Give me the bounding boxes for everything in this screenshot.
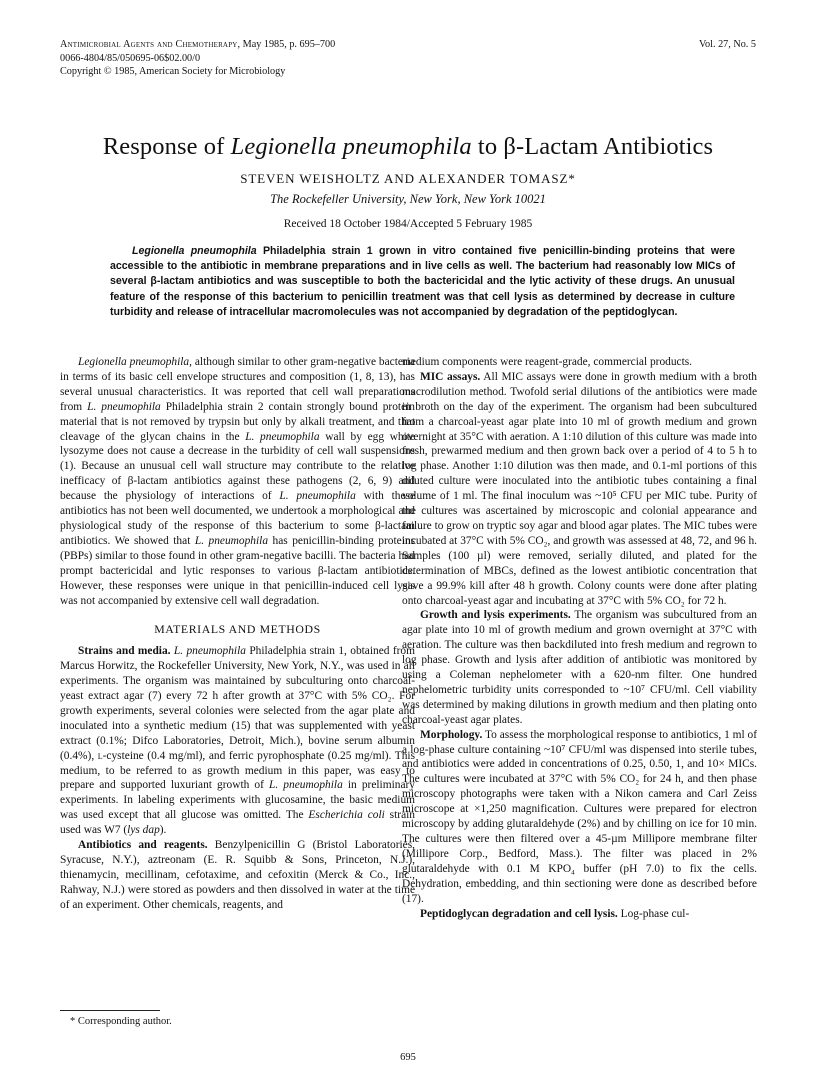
strains-text-b: -cysteine (0.4 mg/ml), and ferric pyrophosphate (0.25 mg/ml). This medium, to be referred to as growth medium in this paper, was easy to prepare and supported luxuriant growth of <box>60 749 415 792</box>
run-in-heading: Morphology. <box>420 728 483 741</box>
antibiotics-text: Benzylpenicillin G (Bristol Laboratories, Syracuse, N.Y.), aztreonam (E. R. Squibb & Sons, Princeton, N.J.), thienamycin, mecillinam, cefotaxime, and cefoxitin (Merck & Co., Inc., Rahway, N.J.) were stored as powders and then dissolved in water at the time of an experiment. Other chemicals, reagents, and <box>60 839 416 911</box>
intro-organism-abbrev: L. pneumophila <box>245 430 320 443</box>
continued-paragraph: medium components were reagent-grade, commercial products. <box>402 356 693 368</box>
abstract-organism: Legionella pneumophila <box>132 245 257 257</box>
title-part-2: to β-Lactam Antibiotics <box>471 133 714 160</box>
intro-organism-abbrev: L. pneumophila <box>194 534 269 547</box>
run-in-heading: Strains and media. <box>78 645 171 658</box>
authors: STEVEN WEISHOLTZ AND ALEXANDER TOMASZ* <box>240 171 576 186</box>
run-in-heading: Peptidoglycan degradation and cell lysis. <box>420 907 618 920</box>
copyright-line: Copyright © 1985, American Society for Microbiology <box>60 66 286 77</box>
footnote-rule <box>60 1010 160 1011</box>
antibiotics-paragraph <box>60 838 415 913</box>
strains-text-c: in preliminary experiments. In labeling experiments with glucosamine, the basic medium was used except that all glucose was omitted. The <box>60 779 415 822</box>
abstract <box>110 244 735 320</box>
strains-text-e: ). <box>159 824 167 837</box>
strains-text-a: Philadelphia strain 1, obtained from Marcus Horwitz, the Rockefeller University, New York, N.Y., was used in all experiments. The organism was maintained by subculturing onto charcoal-yeast extract agar (7) every 72 h after growth at 37°C with 5% CO₂. For growth experiments, several colonies were selected from the agar plate and inoculated into a synthetic medium (15) that was supplemented with yeast extract (0.1%; Difco Laboratories, Detroit, Mich.), bovine serum albumin (0.4%), <box>60 645 415 762</box>
mic-paragraph <box>402 370 757 609</box>
strains-paragraph <box>60 644 415 838</box>
genotype: lys dap <box>127 824 160 837</box>
intro-organism: Legionella pneumophila <box>78 356 190 368</box>
intro-text-e: has penicillin-binding proteins (PBPs) similar to those found in other gram-negative bacilli. The bacteria had prompt bactericidal and lytic responses to various β-lactam antibiotics. However, these responses were unique in that penicillin-induced cell lysis was not accompanied by extensive cell wall degradation. <box>60 534 415 607</box>
article-title <box>0 133 816 161</box>
intro-text-c: wall by egg white lysozyme does not cause a decrease in the turbidity of cell wall suspensions (1). Because an unusual cell wall structure may contribute to the relative inefficacy of β-lactam antibiotics against these pathogens (2, 6, 9) and because the physiology of interactions of <box>60 430 415 503</box>
strains-text-d: strain used was W7 ( <box>60 809 415 837</box>
intro-organism-abbrev: L. pneumophila <box>279 490 356 503</box>
strains-organism: L. pneumophila <box>173 645 246 658</box>
issue-info: , May 1985, p. 695–700 <box>237 39 336 50</box>
growth-text: The organism was subcultured from an agar plate into 10 ml of growth medium and grown overnight at 37°C with aeration. The culture was then backdiluted into fresh medium and regrown to log phase. Growth and lysis after addition of antibiotic was monitored by using a Coleman nephelometer with a 620-nm filter. One hundred nephelometric turbidity units corresponded to ~10⁷ CFU/ml. Cell viability was determined by making dilutions in growth medium and then plating onto charcoal-yeast agar plates. <box>402 609 758 726</box>
journal-header <box>60 38 335 79</box>
received-dates: Received 18 October 1984/Accepted 5 February 1985 <box>283 218 533 230</box>
growth-paragraph <box>402 608 757 727</box>
section-heading: MATERIALS AND METHODS <box>154 622 321 637</box>
intro-paragraph <box>60 355 415 608</box>
ecoli-name: Escherichia coli <box>308 809 385 822</box>
title-part-1: Response of <box>102 133 231 160</box>
run-in-heading: MIC assays. <box>420 370 481 383</box>
intro-text-d: with these antibiotics has not been well documented, we undertook a morphological and physiological study of the response of this bacterium to some β-lactam antibiotics. We showed that <box>60 490 415 547</box>
left-column <box>60 355 415 913</box>
journal-name: Antimicrobial Agents and Chemotherapy <box>60 39 238 50</box>
run-in-heading: Growth and lysis experiments. <box>420 609 571 622</box>
peptidoglycan-paragraph <box>402 907 757 922</box>
intro-text-b: Philadelphia strain 2 contain strongly bound protein material that is not removed by trypsin but only by alkali treatment, and that cleavage of the glycan chains in the <box>60 400 415 443</box>
title-organism: Legionella pneumophila <box>230 133 472 160</box>
page-number: 695 <box>400 1052 416 1063</box>
l-prefix: l <box>97 749 103 762</box>
abstract-text: Philadelphia strain 1 grown in vitro contained five penicillin-binding proteins that were accessible to the antibiotic in membrane preparations and in live cells as well. The bacterium had reasonably low MICs of several β-lactam antibiotics and was susceptible to both the bactericidal and the lytic activity of these drugs. An unusual feature of the response of this bacterium to penicillin treatment was that cell lysis as determined by decrease in culture turbidity and release of intracellular macromolecules was not accompanied by degradation of the peptidoglycan. <box>110 245 735 318</box>
article-code: 0066-4804/85/050695-06$02.00/0 <box>60 52 201 64</box>
affiliation: The Rockefeller University, New York, New York 10021 <box>270 192 546 206</box>
intro-organism-abbrev: L. pneumophila <box>87 400 161 413</box>
strains-organism: L. pneumophila <box>269 779 343 792</box>
intro-text-a: , although similar to other gram-negative bacteria in terms of its basic cell envelope structures and composition (1, 8, 13), has several unusual characteristics. It was reported that cell wall preparations from <box>60 356 415 413</box>
run-in-heading: Antibiotics and reagents. <box>78 839 208 852</box>
morphology-paragraph <box>402 728 757 907</box>
morphology-text: To assess the morphological response to antibiotics, 1 ml of a log-phase culture containing ~10⁷ CFU/ml was dispensed into sterile tubes, and antibiotics were added in concentrations of 0.25, 0.50, 1, and 10× MICs. The cultures were incubated at 37°C with 5% CO₂ for 24 h, and then phase microscopy photographs were taken with a Nikon camera and Carl Zeiss microscope at ×1,250 magnification. Cultures were prepared for electron microscopy by adding glutaraldehyde (2%) and by chilling on ice for 10 min. The cultures were then filtered over a 45-µm Millipore membrane filter (Millipore Corp., Bedford, Mass.). The filter was placed in 2% glutaraldehyde with 0.1 M KPO₄ buffer (pH 7.0) to fix the cells. Dehydration, embedding, and thin sectioning were done as described before (17). <box>402 728 757 905</box>
journal-citation <box>60 38 335 52</box>
footnote: * Corresponding author. <box>70 1016 172 1027</box>
peptidoglycan-text: Log-phase cul- <box>617 907 690 920</box>
right-column <box>402 355 757 921</box>
mic-text: All MIC assays were done in growth medium with a broth macrodilution method. Twofold serial dilutions of the antibiotics were made in broth on the day of the experiment. The organism had been subcultured from a charcoal-yeast agar plate into 10 ml of growth medium and grown overnight at 35°C with aeration. A 1:10 dilution of this culture was made into fresh, prewarmed medium and then grown back over a period of 4 to 5 h to log phase. Another 1:10 dilution was then made, and 0.1-ml portions of this diluted culture were inoculated into the antibiotic tubes containing a final volume of 1 ml. The final inoculum was ~10⁵ CFU per MIC tube. Purity of the cultures was ascertained by microscopic and colonial appearance and failure to grow on tryptic soy agar and blood agar plates. The MIC tubes were incubated at 37°C with 5% CO₂, and growth was assessed at 48, 72, and 96 h. Samples (100 µl) were removed, serially diluted, and plated for the determination of MBCs, defined as the lowest antibiotic concentration that gave a 99.9% kill after 48 h growth. Colony counts were done after plating onto charcoal-yeast agar and incubating at 37°C with 5% CO₂ for 72 h. <box>402 370 758 607</box>
volume-info: Vol. 27, No. 5 <box>699 39 756 50</box>
